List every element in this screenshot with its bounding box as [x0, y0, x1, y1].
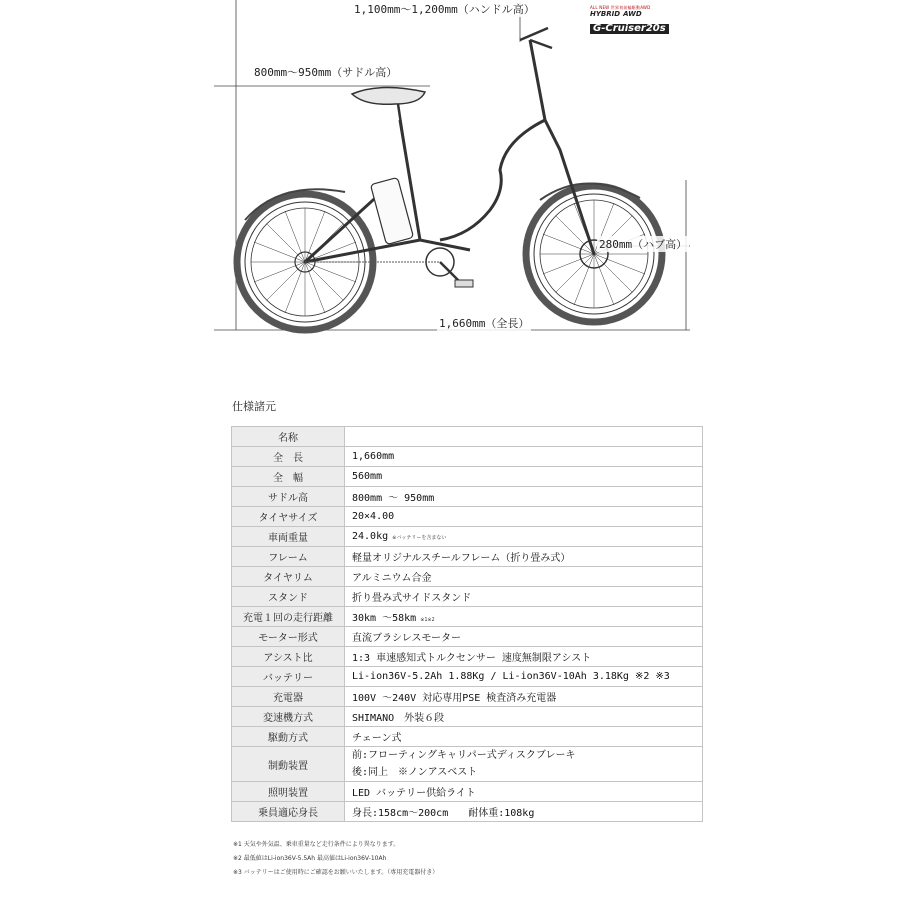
- total-length-label: 1,660mm（全長）: [439, 317, 530, 330]
- table-row: [232, 467, 703, 487]
- spec-value: SHIMANO 外装６段: [345, 707, 703, 727]
- spec-note: ※1※2: [420, 617, 435, 623]
- spec-value: 1,660mm: [345, 447, 703, 467]
- table-row: [232, 647, 703, 667]
- spec-table: [231, 426, 703, 822]
- handlebar: [520, 28, 552, 48]
- table-row: [232, 747, 703, 782]
- handle-height-label: 1,100mm～1,200mm（ハンドル高）: [354, 3, 535, 16]
- spec-label: 制動装置: [232, 747, 345, 782]
- table-row: [232, 447, 703, 467]
- spec-label: 照明装置: [232, 782, 345, 802]
- table-row: [232, 607, 703, 627]
- spec-label: タイヤリム: [232, 567, 345, 587]
- spec-value-2: 後:同上 ※ノンアスベスト: [352, 767, 478, 778]
- table-row: [232, 507, 703, 527]
- table-row: [232, 707, 703, 727]
- brand-name: G-Cruiser20s: [590, 24, 669, 34]
- table-row: [232, 627, 703, 647]
- spec-value: [345, 427, 703, 447]
- battery: [370, 177, 413, 244]
- brand-hybrid: HYBRID AWD: [590, 10, 642, 18]
- spec-value: チェーン式: [345, 727, 703, 747]
- pedal: [455, 280, 473, 287]
- spec-title: 仕様諸元: [232, 400, 276, 413]
- spec-label: モーター形式: [232, 627, 345, 647]
- spec-label: 全 長: [232, 447, 345, 467]
- bike-dimension-diagram: [0, 0, 900, 340]
- spec-label: 全 幅: [232, 467, 345, 487]
- spec-label: 変速機方式: [232, 707, 345, 727]
- spec-value: 軽量オリジナルスチールフレーム（折り畳み式）: [345, 547, 703, 567]
- spec-label: 充電１回の走行距離: [232, 607, 345, 627]
- table-row: [232, 782, 703, 802]
- spec-label: 充電器: [232, 687, 345, 707]
- spec-value: 1:3 車速感知式トルクセンサー 速度無制限アシスト: [345, 647, 703, 667]
- saddle: [352, 87, 425, 104]
- spec-label: 車両重量: [232, 527, 345, 547]
- table-row: [232, 547, 703, 567]
- spec-value: 折り畳み式サイドスタンド: [345, 587, 703, 607]
- spec-label: バッテリー: [232, 667, 345, 687]
- spec-label: フレーム: [232, 547, 345, 567]
- spec-value-cell: [345, 747, 703, 782]
- spec-value: アルミニウム合金: [345, 567, 703, 587]
- table-row: [232, 667, 703, 687]
- spec-label: サドル高: [232, 487, 345, 507]
- footnote: ※2 最低値はLi-ion36V-5.5Ah 最高値はLi-ion36V-10Ah: [233, 855, 387, 862]
- spec-value: 直流ブラシレスモーター: [345, 627, 703, 647]
- table-row: [232, 687, 703, 707]
- spec-value: 身長:158cm～200cm 耐体重:108kg: [345, 802, 703, 822]
- spec-value-cell: [345, 527, 703, 547]
- brand-tagline: ALL NEW 世界初前輪駆動AWD: [590, 5, 651, 10]
- spec-value: 30km ～58km: [352, 613, 417, 624]
- spec-value: 560mm: [345, 467, 703, 487]
- spec-value: 100V ～240V 対応専用PSE 検査済み充電器: [345, 687, 703, 707]
- spec-value: 前:フローティングキャリパー式ディスクブレーキ: [352, 750, 576, 761]
- table-row: [232, 802, 703, 822]
- footnote: ※1 天気や外気温、乗車重量など走行条件により異なります。: [233, 841, 400, 848]
- spec-note: ※バッテリーを含まない: [392, 535, 447, 541]
- spec-label: アシスト比: [232, 647, 345, 667]
- saddle-height-label: 800mm～950mm（サドル高）: [254, 66, 398, 79]
- spec-label: タイヤサイズ: [232, 507, 345, 527]
- spec-value: 24.0kg: [352, 531, 389, 542]
- table-row: [232, 567, 703, 587]
- spec-value: 20×4.00: [345, 507, 703, 527]
- spec-value: LED バッテリー供給ライト: [345, 782, 703, 802]
- footnote: ※3 バッテリーはご使用時にご確認をお願いいたします。（専用充電器付き）: [233, 869, 439, 876]
- spec-label: スタンド: [232, 587, 345, 607]
- table-row: [232, 527, 703, 547]
- table-row: [232, 727, 703, 747]
- spec-value: 800mm ～ 950mm: [345, 487, 703, 507]
- table-row: [232, 427, 703, 447]
- table-row: [232, 587, 703, 607]
- footnotes: [233, 838, 438, 880]
- bike-sketch: [0, 0, 900, 340]
- hub-height-label: 280mm（ハブ高）: [599, 238, 688, 251]
- spec-value: Li-ion36V-5.2Ah 1.88Kg / Li-ion36V-10Ah 3.18Kg ※2 ※3: [345, 667, 703, 687]
- spec-label: 乗員適応身長: [232, 802, 345, 822]
- spec-label: 駆動方式: [232, 727, 345, 747]
- spec-value-cell: [345, 607, 703, 627]
- brand-logo: [590, 6, 672, 34]
- spec-label: 名称: [232, 427, 345, 447]
- table-row: [232, 487, 703, 507]
